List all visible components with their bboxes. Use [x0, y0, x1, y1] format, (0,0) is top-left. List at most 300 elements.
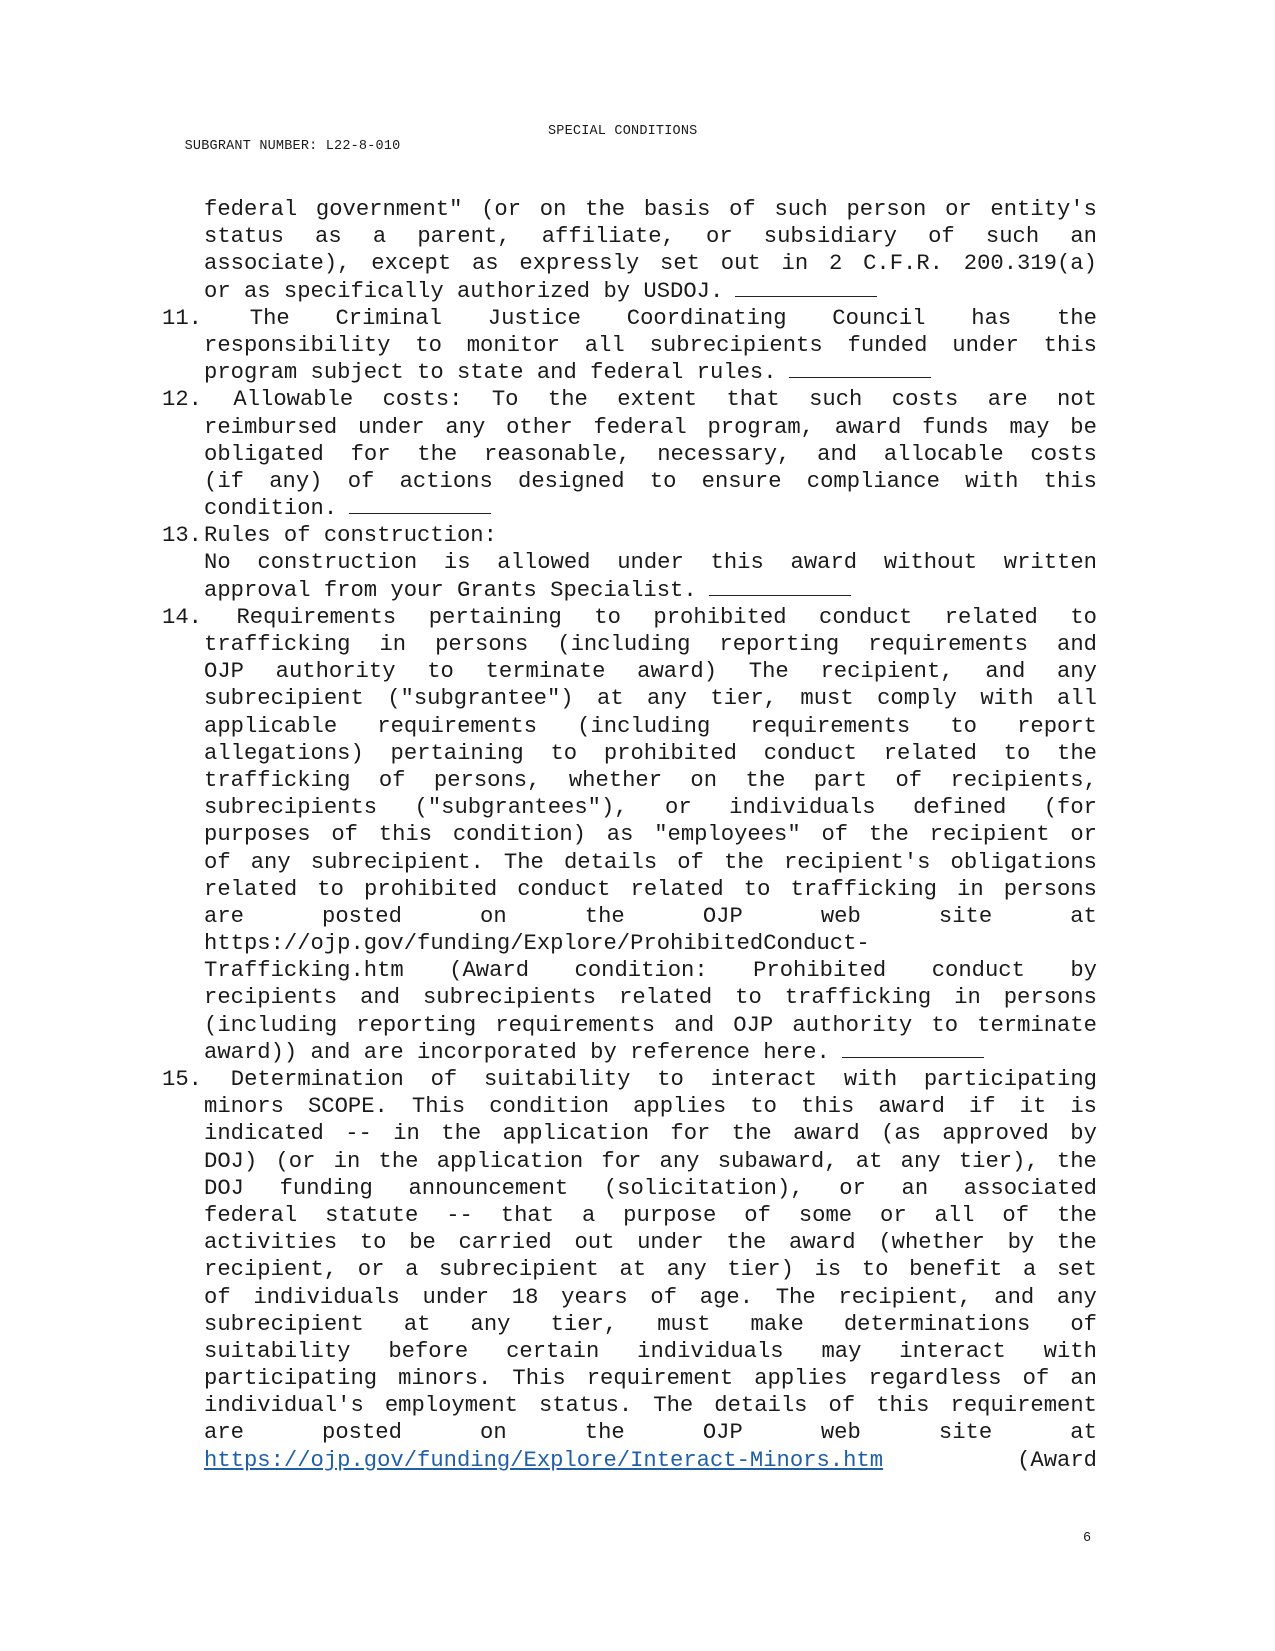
word: is: [814, 1257, 842, 1283]
text-line: [162, 223, 1097, 250]
initials-blank: [842, 1039, 984, 1058]
text-line: [162, 468, 1097, 495]
word: a: [1022, 1257, 1037, 1283]
word: any: [445, 414, 486, 440]
word: award): [637, 659, 718, 685]
line-text: Rules of construction:: [204, 523, 497, 549]
word: in: [393, 1121, 420, 1147]
header-title: SPECIAL CONDITIONS: [548, 124, 698, 139]
word: subrecipient: [204, 686, 364, 712]
word: an: [1070, 1366, 1097, 1392]
text-line: [162, 278, 1097, 305]
line-text: program subject to state and federal rules.: [204, 360, 777, 386]
word: associated: [963, 1175, 1097, 1201]
word: statute: [325, 1202, 419, 1228]
word: at: [619, 1257, 647, 1283]
word: of: [378, 767, 406, 793]
word: at: [1070, 903, 1097, 929]
word: written: [1003, 550, 1097, 576]
word: federal: [593, 414, 687, 440]
word: Trafficking.htm: [204, 958, 404, 984]
word: to: [649, 468, 677, 494]
text-line: [162, 1419, 1097, 1446]
word: or: [706, 224, 733, 250]
word: site: [938, 903, 993, 929]
word: OJP: [204, 659, 244, 685]
word: to: [359, 1230, 387, 1256]
word: allocable: [883, 441, 1004, 467]
text-line: [162, 658, 1097, 685]
word: is: [1070, 1094, 1097, 1120]
word: in: [333, 1148, 361, 1174]
word: all: [1057, 686, 1097, 712]
word: OJP: [702, 903, 743, 929]
word: subrecipients: [649, 332, 823, 358]
interact-minors-link[interactable]: https://ojp.gov/funding/Explore/Interact-Minors.htm: [204, 1447, 884, 1473]
word: ("subgrantee"): [387, 686, 574, 712]
word: recipient's: [783, 849, 931, 875]
word: recipients,: [950, 767, 1097, 793]
word: any: [1056, 659, 1097, 685]
word: funds: [922, 414, 989, 440]
word: subrecipients: [204, 795, 378, 821]
word: Requirements: [236, 604, 397, 630]
word: entity's: [990, 197, 1097, 222]
word: conduct: [931, 958, 1025, 984]
text-line: [162, 930, 1097, 957]
word: to: [750, 1094, 777, 1120]
word: posted: [322, 1420, 402, 1446]
word: an: [901, 1175, 929, 1201]
word: in: [379, 632, 407, 657]
word: the: [723, 849, 764, 875]
word: that: [500, 1202, 555, 1228]
text-line: [162, 196, 1097, 223]
word: employment: [384, 1393, 518, 1419]
word: the: [585, 197, 626, 222]
word: except: [371, 251, 452, 277]
word: conduct: [517, 876, 611, 902]
word: of: [331, 822, 358, 848]
word: is: [443, 550, 471, 576]
word: a: [372, 224, 387, 250]
text-line: [162, 1202, 1097, 1229]
item-number: 13.: [162, 523, 202, 549]
word: the: [378, 1148, 419, 1174]
word: No: [204, 550, 231, 576]
word: to: [317, 876, 344, 902]
word: the: [726, 1230, 767, 1256]
word: to: [950, 713, 977, 739]
word: Criminal: [335, 305, 443, 331]
word: person: [846, 197, 927, 222]
word: conduct: [763, 740, 857, 766]
word: must: [800, 686, 854, 712]
word: recipient,: [820, 659, 954, 685]
text-line: [162, 1066, 1097, 1093]
text-line: [162, 1012, 1097, 1039]
word: of: [677, 849, 704, 875]
text-line: [162, 1093, 1097, 1120]
word: requirements: [750, 713, 911, 739]
word: funded: [847, 332, 928, 358]
word: of: [821, 822, 849, 848]
text-line: [162, 1284, 1097, 1311]
word: as: [606, 822, 634, 848]
word: to: [1003, 740, 1031, 766]
word: in: [954, 985, 981, 1011]
word: or: [357, 1257, 385, 1283]
line-text: condition.: [204, 496, 338, 522]
word: tier),: [958, 1148, 1039, 1174]
word: Prohibited: [753, 958, 887, 984]
text-line: [162, 984, 1097, 1011]
word: or: [880, 1202, 907, 1228]
text-line: [162, 1120, 1097, 1147]
word: requirements: [868, 632, 1029, 657]
word: This: [411, 1094, 466, 1120]
word: persons: [435, 632, 529, 657]
text-line: [162, 957, 1097, 984]
word: status: [204, 224, 284, 250]
word: part: [813, 767, 868, 793]
word: Council: [832, 305, 926, 331]
word: subrecipient.: [310, 849, 484, 875]
word: with: [843, 1067, 898, 1092]
initials-blank: [709, 577, 851, 596]
word: federal: [204, 1202, 298, 1228]
word: as: [315, 224, 342, 250]
word: of: [828, 1393, 856, 1419]
word: a: [581, 1202, 596, 1228]
word: Coordinating: [626, 305, 787, 331]
subgrant-number: SUBGRANT NUMBER: L22-8-010: [184, 139, 401, 154]
word: set: [660, 251, 700, 277]
line-text: award)) and are incorporated by reference here.: [204, 1039, 830, 1065]
word: an: [1070, 224, 1097, 250]
word: trafficking: [784, 985, 932, 1011]
word: This: [512, 1366, 566, 1392]
word: participating: [923, 1067, 1097, 1092]
word: The: [748, 659, 789, 685]
word: on: [690, 767, 718, 793]
word: (or: [275, 1148, 316, 1174]
word: subrecipient: [204, 1311, 364, 1337]
line-text: or as specifically authorized by USDOJ.: [204, 278, 724, 304]
word: participating: [204, 1366, 378, 1392]
word: of: [204, 849, 231, 875]
word: of: [1022, 1366, 1050, 1392]
word: to: [861, 1257, 889, 1283]
word: tier): [727, 1257, 794, 1283]
word: application: [502, 1121, 650, 1147]
word: this: [1043, 332, 1097, 358]
word: necessary,: [657, 441, 791, 467]
item-number: 15.: [162, 1067, 202, 1092]
text-line: [162, 794, 1097, 821]
word: and: [994, 1284, 1035, 1310]
text-line: [162, 1365, 1097, 1392]
text-line: [162, 740, 1097, 767]
word: terminate: [485, 659, 606, 685]
word: by: [1007, 1230, 1035, 1256]
word: by: [1070, 958, 1097, 984]
word: 18: [511, 1284, 539, 1310]
word: costs: [891, 387, 959, 413]
initials-blank: [735, 278, 877, 297]
word: terminate: [977, 1012, 1097, 1038]
text-line: [162, 441, 1097, 468]
word: persons: [1003, 985, 1097, 1011]
word: any: [900, 1148, 941, 1174]
text-line: [162, 821, 1097, 848]
text-line: [162, 549, 1097, 576]
word: age.: [699, 1284, 754, 1310]
word: report: [1017, 713, 1097, 739]
word: as: [471, 251, 499, 277]
item-number: 12.: [162, 387, 202, 413]
word: award: [878, 1094, 945, 1120]
word: status.: [539, 1393, 633, 1419]
word: the: [868, 822, 909, 848]
word: or: [945, 197, 972, 222]
word: subrecipients: [422, 985, 597, 1011]
word: SCOPE.: [307, 1094, 388, 1120]
word: web: [820, 1420, 861, 1446]
word: of: [430, 1067, 458, 1092]
word: (solicitation),: [603, 1175, 804, 1201]
text-line: [162, 1148, 1097, 1175]
word: may: [821, 1338, 862, 1364]
word: under: [637, 1230, 704, 1256]
word: posted: [322, 903, 402, 929]
word: under: [422, 1284, 490, 1310]
word: of: [729, 197, 756, 222]
word: reporting: [356, 1012, 477, 1038]
word: condition): [452, 822, 586, 848]
word: tier,: [710, 686, 777, 712]
word: site: [938, 1420, 993, 1446]
word: activities: [204, 1230, 338, 1256]
text-line: [162, 849, 1097, 876]
word: the: [441, 1121, 482, 1147]
word: (including: [577, 713, 711, 739]
word: "employees": [654, 822, 801, 848]
word: authority: [275, 659, 396, 685]
text-line: [162, 1039, 1097, 1066]
word: minors: [204, 1094, 284, 1120]
word: DOJ): [204, 1148, 258, 1174]
word: ensure: [701, 468, 782, 494]
word: (or: [481, 197, 522, 222]
word: condition: [489, 1094, 610, 1120]
word: requirements: [495, 1012, 656, 1038]
word: ("subgrantees"),: [414, 795, 628, 821]
text-line: [162, 1229, 1097, 1256]
word: costs: [1030, 441, 1097, 467]
word: individuals: [637, 1338, 784, 1364]
word: subaward,: [717, 1148, 838, 1174]
word: and: [360, 985, 401, 1011]
word: such: [774, 197, 828, 222]
word: associate),: [204, 251, 351, 277]
text-line: [162, 522, 1097, 549]
word: the: [1056, 1202, 1097, 1228]
word: web: [820, 903, 861, 929]
word: a: [405, 1257, 419, 1283]
word: to: [594, 604, 621, 630]
word: monitor: [466, 332, 560, 358]
word: purposes: [204, 822, 311, 848]
text-line: [162, 386, 1097, 413]
word: certain: [506, 1338, 600, 1364]
word: related: [204, 876, 298, 902]
word: to: [931, 1012, 959, 1038]
text-line: [162, 1447, 1097, 1474]
word: pertaining: [390, 740, 524, 766]
word: on: [539, 197, 567, 222]
word: this: [801, 1094, 855, 1120]
word: award: [834, 414, 902, 440]
word: tier,: [550, 1311, 618, 1337]
word: to: [415, 332, 442, 358]
word: prohibited: [603, 740, 737, 766]
word: set: [1056, 1257, 1097, 1283]
word: The: [775, 1284, 816, 1310]
word: DOJ: [204, 1175, 244, 1201]
word: details: [563, 849, 658, 875]
word: has: [971, 305, 1012, 331]
word: or: [839, 1175, 866, 1201]
word: (Award: [449, 958, 530, 984]
text-line: [162, 876, 1097, 903]
item-number: 14.: [162, 604, 202, 630]
line-text: approval from your Grants Specialist.: [204, 577, 697, 603]
word: allowed: [497, 550, 591, 576]
word: at: [855, 1148, 883, 1174]
word: other: [506, 414, 573, 440]
word: of: [1002, 1202, 1030, 1228]
document-body: [162, 196, 1097, 1474]
word: recipient: [929, 822, 1050, 848]
word: affiliate,: [541, 224, 675, 250]
text-line: [162, 332, 1097, 359]
word: reporting: [719, 632, 840, 657]
word: the: [1057, 740, 1097, 766]
word: Determination: [230, 1067, 404, 1092]
text-line: [162, 767, 1097, 794]
word: recipient,: [838, 1284, 972, 1310]
text-line: [162, 1311, 1097, 1338]
word: purpose: [623, 1202, 717, 1228]
word: in: [781, 251, 809, 277]
word: prohibited: [364, 876, 498, 902]
word: in: [957, 876, 984, 902]
word: for: [670, 1121, 711, 1147]
word: trafficking: [204, 767, 351, 793]
word: by: [1070, 1121, 1097, 1147]
word: trafficking: [204, 632, 351, 657]
word: of: [744, 1202, 771, 1228]
word: or: [665, 795, 692, 821]
word: not: [1057, 387, 1097, 413]
text-line: [162, 1392, 1097, 1419]
word: persons: [1003, 876, 1097, 902]
word: recipients: [204, 985, 338, 1011]
text-line: [162, 577, 1097, 604]
word: The: [653, 1393, 694, 1419]
word: the: [584, 1420, 625, 1446]
word: application: [436, 1148, 584, 1174]
word: to: [735, 985, 762, 1011]
word: related: [944, 604, 1038, 630]
word: with: [965, 468, 1019, 494]
word: obligations: [950, 849, 1097, 875]
word: any: [470, 1311, 511, 1337]
word: prohibited: [653, 604, 787, 630]
word: authority: [792, 1012, 913, 1038]
word: that: [726, 387, 780, 413]
word: compliance: [806, 468, 940, 494]
word: individuals: [253, 1284, 400, 1310]
word: make: [750, 1311, 804, 1337]
word: expressly: [519, 251, 640, 277]
word: requirements: [377, 713, 538, 739]
word: whether: [568, 767, 663, 793]
word: and: [674, 1012, 715, 1038]
word: applies: [754, 1366, 848, 1392]
text-line: [162, 631, 1097, 658]
word: suitability: [483, 1067, 631, 1092]
word: conduct: [819, 604, 913, 630]
word: at: [597, 686, 624, 712]
word: Justice: [487, 305, 581, 331]
page-number: 6: [1083, 1531, 1092, 1546]
word: any): [269, 468, 323, 494]
word: responsibility: [204, 332, 391, 358]
text-line: [162, 685, 1097, 712]
word: the: [731, 1121, 772, 1147]
word: parent,: [417, 224, 511, 250]
word: are: [204, 903, 244, 929]
word: any: [1056, 1284, 1097, 1310]
word: designed: [518, 468, 625, 494]
word: and: [817, 441, 858, 467]
word: the: [1056, 305, 1097, 331]
text-line: [162, 1338, 1097, 1365]
word: of: [650, 1284, 678, 1310]
word: related: [630, 876, 724, 902]
word: reasonable,: [484, 441, 631, 467]
text-line: [162, 250, 1097, 277]
word: obligated: [204, 441, 324, 467]
initials-blank: [789, 359, 931, 378]
word: pertaining: [428, 604, 562, 630]
word: for: [601, 1148, 642, 1174]
word: some: [798, 1202, 853, 1228]
text-line: [162, 1175, 1097, 1202]
word: the: [1056, 1230, 1097, 1256]
word: the: [745, 767, 786, 793]
word: defined: [913, 795, 1007, 821]
word: award: [790, 550, 858, 576]
word: suitability: [204, 1338, 351, 1364]
word: of: [204, 1284, 231, 1310]
word: allegations): [204, 740, 364, 766]
word: determinations: [843, 1311, 1031, 1337]
word: any: [666, 1257, 707, 1283]
word: costs:: [382, 387, 463, 413]
